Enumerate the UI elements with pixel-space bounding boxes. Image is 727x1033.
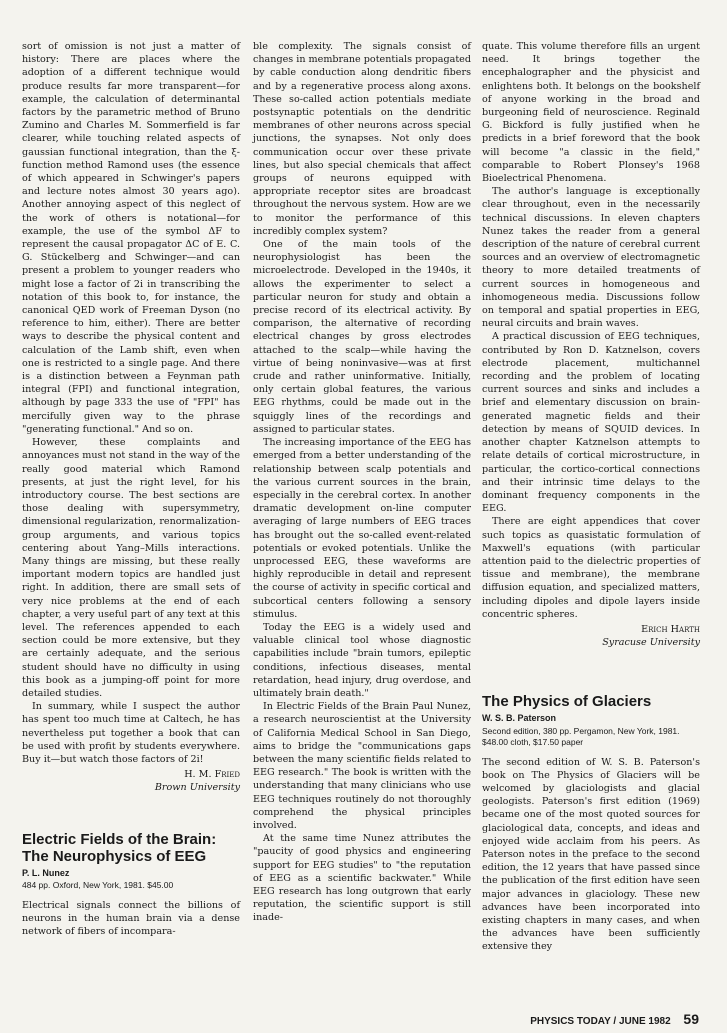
column-2	[253, 40, 471, 925]
column-3	[482, 40, 700, 954]
reviewer-affiliation: Syracuse University	[602, 637, 700, 649]
paragraph: quate. This volume therefore fills an urgent need. It brings together the encephalographer and the physicist and enlightens both. It belongs on the bookshelf of anyone working in the broad and burgeoning field of neuroscience. Reginald G. Bickford is fully justified when he predicts in a brief foreword that the book will become "a classic in the field," comparable to Robert Plonsey's 1968 Bioelectrical Phenomena.	[482, 41, 700, 185]
paragraph: Electrical signals connect the billions of neurons in the human brain via a dense network of fibers of incompara-	[22, 899, 240, 938]
review-title: Electric Fields of the Brain: The Neurophysics of EEG	[22, 830, 217, 865]
paragraph: There are eight appendices that cover such topics as quasistatic formulation of Maxwell's equations (with particular attention paid to the dielectric properties of tissue and membrane), the membrane diffusion equation, and specialized matters, including dipoles and dipole layers inside concentric spheres.	[482, 516, 700, 620]
review-physics-of-glaciers	[482, 693, 700, 953]
reviewer-signature	[482, 623, 700, 649]
book-publication-info: 484 pp. Oxford, New York, 1981. $45.00	[22, 879, 174, 890]
book-author: W. S. B. Paterson	[482, 713, 557, 724]
paragraph: A practical discussion of EEG techniques, contributed by Ron D. Katznelson, covers electrode placement, multichannel recording and the problem of locating current sources and sinks and includes a brief and elementary discussion on brain-generated magnetic fields and their detection by means of SQUID devices. In another chapter Katznelson attempts to relate details of cortical microstructure, in particular, the cortico-cortical connections and their intrinsic time delays to the dominant frequency components in the EEG.	[482, 331, 700, 515]
paragraph: In Electric Fields of the Brain Paul Nunez, a research neuroscientist at the University of California Medical School in San Diego, aims to bridge the "communications gaps between the many scientific fields related to EEG research." The book is written with the understanding that many clinicians who use EEG techniques routinely do not thoroughly comprehend the physical principles involved.	[253, 701, 471, 831]
paragraph: The increasing importance of the EEG has emerged from a better understanding of the relationship between scalp potentials and the various current sources in the brain, especially in the cerebral cortex. In another dramatic development on-line computer averaging of large numbers of EEG traces has brought out the so-called event-related potentials or evoked potentials. Unlike the unprocessed EEG, these waveforms are highly reproducible in detail and represent the course of activity in specific cortical and subcortical centers following a sensory stimulus.	[253, 437, 471, 620]
paragraph: However, these complaints and annoyances must not stand in the way of the really good material which Ramond presents, at just the right level, for his introductory course. The best sections are those dealing with supersymmetry, dimensional regularization, renormalization-group arguments, and various topics centering about Yang–Mills interactions. Many things are missing, but these really important modern topics are handled just right. In addition, there are small sets of very nice problems at the end of each chapter, a very useful part of any text at this level. The references appended to each section could be more extensive, but they are certainly adequate, and the serious student should have no difficulty in using this book as a jumping-off point for more detailed studies.	[22, 437, 240, 699]
reviewer-signature	[22, 768, 240, 794]
review-electric-fields	[22, 831, 240, 939]
reviewer-name: H. M. Fried	[184, 769, 240, 781]
page-footer	[530, 1011, 699, 1027]
paragraph: The author's language is exceptionally clear throughout, even in the necessarily technical discussions. In eleven chapters Nunez takes the reader from a general description of the nature of cerebral current sources and an overview of electromagnetic theory to more detailed treatments of current sources in homogeneous and inhomogeneous media. Discussions follow on temporal and spatial properties in EEG, neural circuits and brain waves.	[482, 186, 700, 330]
book-publication-info: Second edition, 380 pp. Pergamon, New York, 1981. $48.00 cloth, $17.50 paper	[482, 725, 680, 747]
column-1	[22, 40, 240, 938]
paragraph: At the same time Nunez attributes the "paucity of good physics and engineering support for EEG studies" to "the reputation of EEG as a scientific backwater." While EEG research has long outgrown that early reputation, the scientific support is still inade-	[253, 833, 471, 924]
reviewer-affiliation: Brown University	[154, 782, 240, 794]
book-author: P. L. Nunez	[22, 867, 70, 878]
review-title: The Physics of Glaciers	[482, 693, 652, 711]
reviewer-name: Erich Harth	[641, 623, 700, 635]
page-number: 59	[683, 1011, 699, 1027]
paragraph: sort of omission is not just a matter of history: There are places where the adoption of a different technique would produce results far more transparent—for example, the calculation of determinantal factors by the parametric method of Bruno Zumino and Charles M. Sommerfield is far clearer, while touching related aspects of gaussian functional integration, than the ξ-function method Ramond uses (the essence of which appeared in Schwinger's papers and lecture notes almost 30 years ago). Another annoying aspect of this neglect of the work of others is notational—for example, the use of the symbol ΔF to represent the causal propagator ΔC of E. C. G. Stückelberg and Schwinger—and can present a problem to younger readers who might lose a factor of 2i in transcribing the notation of this book to, for instance, the canonical QED work of Freeman Dyson (no reference to him, either). There are better ways to describe the physical content and calculation of the Lamb shift, even when one is restricted to a single page. And there is a distinction between a Feynman path integral (FPI) and functional integration, although by page 333 the use of "FPI" has mercifully given way to the phrase "generating functional." And so on.	[22, 41, 240, 435]
paragraph: ble complexity. The signals consist of changes in membrane potentials propagated by cable conduction along dendritic fibers and by a regenerative process along axons. These so-called action potentials mediate postsynaptic potentials on the dendritic membranes of other neurons across special junctions, the synapses. Not only does communication occur over these private lines, but also special chemicals that affect groups of neurons equipped with appropriate receptor sites are broadcast throughout the nervous system. How are we to monitor the performance of this incredibly complex system?	[253, 41, 471, 237]
paragraph: One of the main tools of the neurophysiologist has been the microelectrode. Developed in the 1940s, it allows the experimenter to select a particular neuron for study and obtain a precise record of its electrical activity. By comparison, the alternative of recording electrical changes by gross electrodes attached to the scalp—while having the virtue of being noninvasive—was at first crude and rather uninformative. Initially, only certain global features, the various EEG rhythms, could be made out in the squiggly lines of the recordings and assigned to particular states.	[253, 239, 471, 435]
paragraph: Today the EEG is a widely used and valuable clinical tool whose diagnostic capabilities include "brain tumors, epileptic conditions, infectious diseases, mental retardation, head injury, drug overdose, and ultimately brain death."	[253, 621, 471, 699]
paragraph: The second edition of W. S. B. Paterson's book on The Physics of Glaciers will be welcomed by glaciologists and glacial geologists. Paterson's first edition (1969) became one of the most quoted sources for glaciological data, concepts, and ideas and enjoyed wide acclaim from his peers. As Paterson notes in the preface to the second edition, the 12 years that have passed since the publication of the first edition have seen major advances in glaciology. These new advances have been incorporated into existing chapters in many cases, and when the advances have been sufficiently extensive they	[482, 756, 700, 953]
journal-issue: PHYSICS TODAY / JUNE 1982	[530, 1016, 671, 1027]
paragraph: In summary, while I suspect the author has spent too much time at Caltech, he has nevertheless put together a book that can be used with profit by students everywhere. Buy it—but watch those factors of 2i!	[22, 701, 240, 765]
